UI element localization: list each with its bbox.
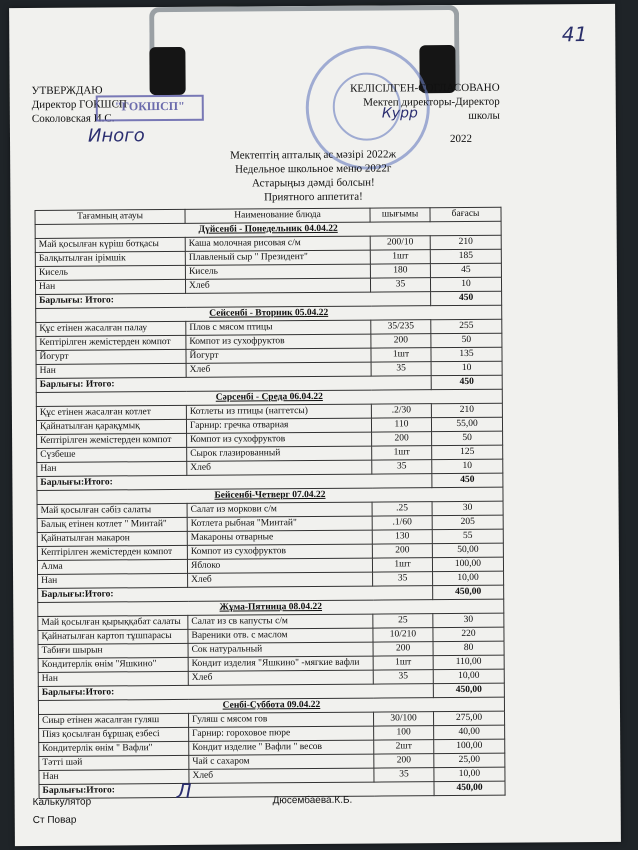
price-cell: 100,00 — [434, 739, 505, 753]
footer-signer: Дюсембаева.К.Б. — [272, 794, 353, 807]
total-value: 450,00 — [433, 683, 504, 697]
price-cell: 135 — [431, 347, 502, 361]
dish-name-ru: Хлеб — [186, 362, 371, 377]
price-cell: 55,00 — [431, 417, 502, 431]
price-cell: 50 — [431, 333, 502, 347]
total-value: 450,00 — [433, 585, 504, 599]
dish-name-ru: Кондит изделия "Яшкино" -мягкие вафли — [188, 656, 373, 671]
portion-cell: 200 — [373, 642, 433, 656]
title-line-1: Мектептің апталық ас мәзірі 2022ж — [230, 148, 397, 162]
price-cell: 205 — [432, 515, 503, 529]
portion-cell: .2/30 — [371, 404, 431, 418]
dish-name-kz: Кептірілген жемістерден компот — [36, 335, 186, 350]
director-name: Соколовская И.С. — [31, 112, 115, 125]
dish-name-kz: Май қосылған қырыққабат салаты — [38, 615, 188, 630]
dish-name-ru: Яблоко — [187, 558, 372, 573]
portion-cell: 35 — [370, 278, 430, 292]
dish-name-kz: Кептірілген жемістерден компот — [37, 433, 187, 448]
portion-cell: .1/60 — [372, 516, 432, 530]
header-kz-name: Тағамның атауы — [35, 209, 185, 224]
dish-name-kz: Табиғи шырын — [38, 643, 188, 658]
menu-document — [9, 4, 621, 846]
price-cell: 10 — [430, 277, 501, 291]
portion-cell: 35 — [374, 768, 434, 782]
portion-cell: 180 — [370, 264, 430, 278]
day-title: Сенбі-Суббота 09.04.22 — [38, 697, 504, 714]
portion-cell: 2шт — [374, 740, 434, 754]
dish-name-kz: Йогурт — [36, 349, 186, 364]
dish-name-ru: Йогурт — [186, 348, 371, 363]
portion-cell: 30/100 — [374, 712, 434, 726]
dish-name-kz: Кондитерлік өнім " Вафли" — [39, 741, 189, 756]
dish-name-ru: Вареники отв. с маслом — [188, 628, 373, 643]
dish-name-kz: Құс етінен жасалған котлет — [36, 405, 186, 420]
title-line-4: Приятного аппетита! — [264, 190, 363, 204]
menu-titles — [10, 146, 616, 206]
dish-name-ru: Гарнир: гороховое пюре — [189, 726, 374, 741]
dish-name-kz: Тәтті шәй — [39, 755, 189, 770]
dish-name-kz: Алма — [37, 559, 187, 574]
portion-cell: 35 — [373, 572, 433, 586]
page-number: 41 — [561, 22, 588, 47]
dish-name-ru: Сырок глазированный — [187, 446, 372, 461]
header-portion: шығымы — [370, 208, 430, 222]
dish-name-ru: Хлеб — [188, 572, 373, 587]
total-value: 450 — [431, 375, 502, 389]
price-cell: 45 — [430, 263, 501, 277]
menu-table — [34, 207, 505, 799]
dish-name-kz: Нан — [38, 573, 188, 588]
price-cell: 50 — [432, 431, 503, 445]
director-label: Директор ГОКШСП — [31, 98, 127, 111]
dish-name-kz: Сүзбеше — [37, 447, 187, 462]
portion-cell: 1шт — [373, 656, 433, 670]
dish-name-ru: Хлеб — [185, 278, 370, 293]
title-line-3: Астарыңыз дәмді болсын! — [251, 176, 375, 190]
price-cell: 210 — [431, 403, 502, 417]
portion-cell: 1шт — [370, 250, 430, 264]
cook-label: Ст Повар — [32, 814, 77, 826]
price-cell: 55 — [432, 529, 503, 543]
dish-name-ru: Хлеб — [188, 670, 373, 685]
dish-name-ru: Компот из сухофруктов — [187, 544, 372, 559]
dish-name-kz: Балық етінен котлет " Минтай" — [37, 517, 187, 532]
dish-name-ru: Хлеб — [189, 768, 374, 783]
portion-cell: 200 — [372, 544, 432, 558]
dish-name-kz: Май қосылған сәбіз салаты — [37, 503, 187, 518]
dish-name-ru: Макароны отварные — [187, 530, 372, 545]
portion-cell: 35/235 — [371, 320, 431, 334]
price-cell: 10,00 — [433, 669, 504, 683]
portion-cell: 1шт — [372, 558, 432, 572]
price-cell: 80 — [433, 641, 504, 655]
portion-cell: 35 — [372, 460, 432, 474]
price-cell: 110,00 — [433, 655, 504, 669]
dish-name-ru: Плов с мясом птицы — [186, 320, 371, 335]
portion-cell: 200/10 — [370, 236, 430, 250]
year-label: 2022 — [449, 132, 473, 146]
dish-name-kz: Кисель — [35, 265, 185, 280]
portion-cell: .25 — [372, 502, 432, 516]
approve-label: УТВЕРЖДАЮ — [31, 84, 103, 97]
price-cell: 210 — [430, 235, 501, 249]
price-cell: 10 — [431, 361, 502, 375]
clipboard-clip-left — [149, 47, 185, 95]
dish-name-kz: Нан — [37, 461, 187, 476]
total-value: 450 — [432, 473, 503, 487]
school-stamp: "ГОКШСП" — [96, 95, 204, 122]
dish-name-kz: Қайнатылған макарон — [37, 531, 187, 546]
total-label: Барлығы:Итого: — [39, 782, 434, 799]
dish-name-kz: Балқытылған ірімшік — [35, 251, 185, 266]
dish-name-kz: Май қосылған күріш ботқасы — [35, 237, 185, 252]
price-cell: 100,00 — [432, 557, 503, 571]
price-cell: 10,00 — [434, 767, 505, 781]
dish-name-kz: Қайнатылған қарақұмық — [36, 419, 186, 434]
dish-name-ru: Сок натуральный — [188, 642, 373, 657]
total-label: Барлығы:Итого: — [38, 684, 433, 701]
price-cell: 125 — [432, 445, 503, 459]
agreement-signature: Курр — [381, 105, 418, 122]
dish-name-kz: Піяз қосылған бұршақ езбесі — [39, 727, 189, 742]
portion-cell: 35 — [371, 362, 431, 376]
dish-name-kz: Нан — [36, 363, 186, 378]
day-title: Бейсенбі-Четверг 07.04.22 — [37, 487, 503, 504]
dish-name-ru: Салат из моркови с/м — [187, 502, 372, 517]
footer-left — [33, 794, 92, 830]
price-cell: 30 — [432, 501, 503, 515]
title-line-2: Недельное школьное меню 2022г — [235, 162, 392, 176]
dish-name-ru: Компот из сухофруктов — [186, 334, 371, 349]
dish-name-ru: Кондит изделие " Вафли " весов — [189, 740, 374, 755]
dish-name-kz: Кондитерлік өнім "Яшкино" — [38, 657, 188, 672]
price-cell: 275,00 — [434, 711, 505, 725]
day-title: Сейсенбі - Вторник 05.04.22 — [36, 305, 502, 322]
portion-cell: 35 — [373, 670, 433, 684]
portion-cell: 110 — [371, 418, 431, 432]
portion-cell: 1шт — [372, 446, 432, 460]
dish-name-ru: Гарнир: гречка отварная — [186, 418, 371, 433]
dish-name-ru: Компот из сухофруктов — [187, 432, 372, 447]
header-price: бағасы — [430, 207, 501, 221]
agreement-block — [340, 81, 500, 124]
agreed-label: КЕЛІСІЛГЕН-СОГЛАСОВАНО — [350, 81, 500, 95]
day-title: Сәрсенбі - Среда 06.04.22 — [36, 389, 502, 406]
total-label: Барлығы: Итого: — [36, 292, 431, 309]
dish-name-kz: Нан — [38, 671, 188, 686]
total-value: 450,00 — [434, 781, 505, 795]
dish-name-ru: Кисель — [185, 264, 370, 279]
portion-cell: 25 — [373, 614, 433, 628]
dish-name-kz: Нан — [39, 769, 189, 784]
dish-name-kz: Нан — [35, 279, 185, 294]
price-cell: 255 — [431, 319, 502, 333]
price-cell: 10,00 — [433, 571, 504, 585]
total-label: Барлығы:Итого: — [38, 586, 433, 603]
price-cell: 10 — [432, 459, 503, 473]
total-value: 450 — [431, 291, 502, 305]
dish-name-kz: Сиыр етінен жасалған гуляш — [39, 713, 189, 728]
price-cell: 50,00 — [432, 543, 503, 557]
total-label: Барлығы:Итого: — [37, 474, 432, 491]
director-signature: Иного — [87, 125, 145, 147]
price-cell: 185 — [430, 249, 501, 263]
dish-name-kz: Құс етінен жасалған палау — [36, 321, 186, 336]
portion-cell: 100 — [374, 726, 434, 740]
portion-cell: 200 — [372, 432, 432, 446]
dish-name-kz: Қайнатылған картоп тұшпарасы — [38, 629, 188, 644]
day-title: Жұма-Пятница 08.04.22 — [38, 599, 504, 616]
dish-name-ru: Салат из св капусты с/м — [188, 614, 373, 629]
portion-cell: 130 — [372, 530, 432, 544]
price-cell: 25,00 — [434, 753, 505, 767]
agreed-director: Мектеп директоры-Директор школы — [363, 95, 500, 122]
dish-name-ru: Каша молочная рисовая с/м — [185, 236, 370, 251]
total-label: Барлығы: Итого: — [36, 376, 431, 393]
portion-cell: 10/210 — [373, 628, 433, 642]
menu-body — [35, 221, 505, 798]
dish-name-kz: Кептірілген жемістерден компот — [37, 545, 187, 560]
dish-name-ru: Чай с сахаром — [189, 754, 374, 769]
price-cell: 220 — [433, 627, 504, 641]
dish-name-ru: Котлеты из птицы (наггетсы) — [186, 404, 371, 419]
dish-name-ru: Гуляш с мясом гов — [189, 712, 374, 727]
portion-cell: 1шт — [371, 348, 431, 362]
calculator-signature: Л — [176, 778, 192, 803]
price-cell: 30 — [433, 613, 504, 627]
day-title: Дүйсенбі - Понедельник 04.04.22 — [35, 221, 501, 238]
portion-cell: 200 — [374, 754, 434, 768]
dish-name-ru: Плавленый сыр " Президент" — [185, 250, 370, 265]
dish-name-ru: Хлеб — [187, 460, 372, 475]
price-cell: 40,00 — [434, 725, 505, 739]
dish-name-ru: Котлета рыбная "Минтай" — [187, 516, 372, 531]
calculator-label: Калькулятор — [32, 796, 92, 808]
portion-cell: 200 — [371, 334, 431, 348]
header-ru-name: Наименование блюда — [185, 208, 370, 223]
